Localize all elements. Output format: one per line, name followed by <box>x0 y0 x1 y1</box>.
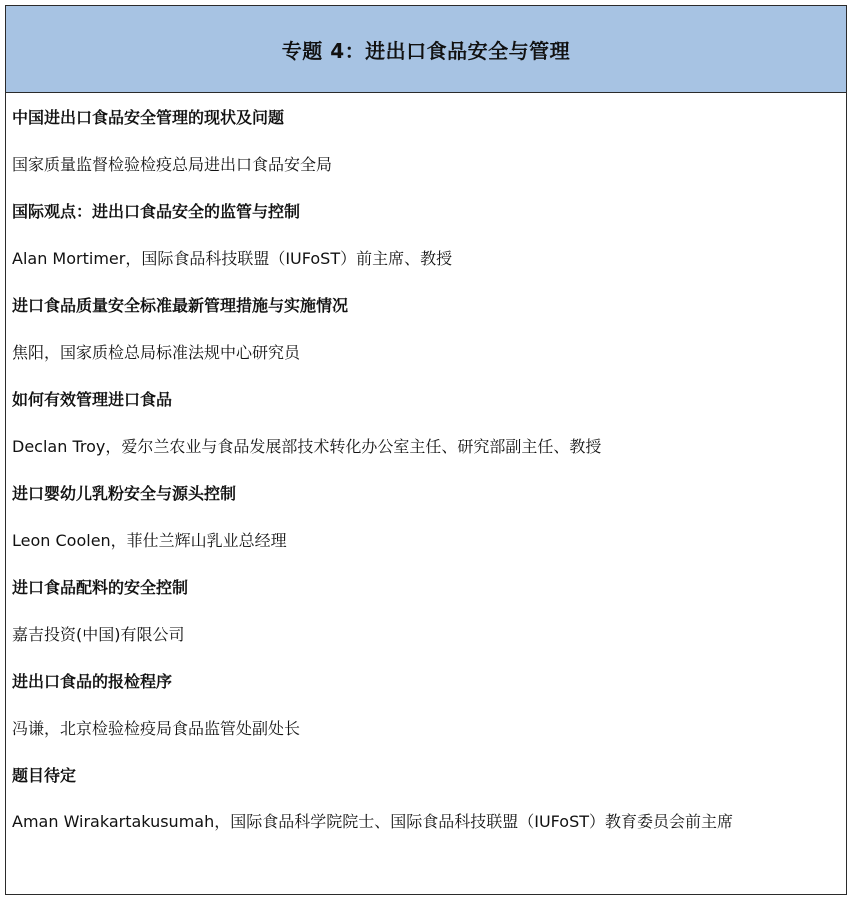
session-title: 中国进出口食品安全管理的现状及问题 <box>12 108 285 127</box>
session-title: 进口婴幼儿乳粉安全与源头控制 <box>12 484 237 503</box>
session-speaker: 嘉吉投资(中国)有限公司 <box>12 625 185 644</box>
session-title: 题目待定 <box>12 766 77 785</box>
table-header <box>6 6 846 93</box>
session-title: 进口食品配料的安全控制 <box>12 578 189 597</box>
topic-title: 专题 4：进出口食品安全与管理 <box>281 38 571 63</box>
program-table <box>5 5 847 895</box>
session-speaker: Aman Wirakartakusumah，国际食品科学院院士、国际食品科技联盟（IUFoST）教育委员会前主席 <box>12 812 734 831</box>
session-title: 如何有效管理进口食品 <box>12 390 173 409</box>
session-speaker: 冯谦，北京检验检疫局食品监管处副处长 <box>12 719 301 738</box>
session-title: 进口食品质量安全标准最新管理措施与实施情况 <box>12 296 349 315</box>
session-speaker: Alan Mortimer，国际食品科技联盟（IUFoST）前主席、教授 <box>12 249 453 268</box>
session-title: 进出口食品的报检程序 <box>12 672 173 691</box>
session-list <box>6 93 846 845</box>
session-title: 国际观点：进出口食品安全的监管与控制 <box>12 202 301 221</box>
session-speaker: Declan Troy，爱尔兰农业与食品发展部技术转化办公室主任、研究部副主任、教授 <box>12 437 602 456</box>
session-speaker: Leon Coolen，菲仕兰辉山乳业总经理 <box>12 531 287 550</box>
session-speaker: 国家质量监督检验检疫总局进出口食品安全局 <box>12 155 333 174</box>
session-speaker: 焦阳，国家质检总局标准法规中心研究员 <box>12 343 301 362</box>
